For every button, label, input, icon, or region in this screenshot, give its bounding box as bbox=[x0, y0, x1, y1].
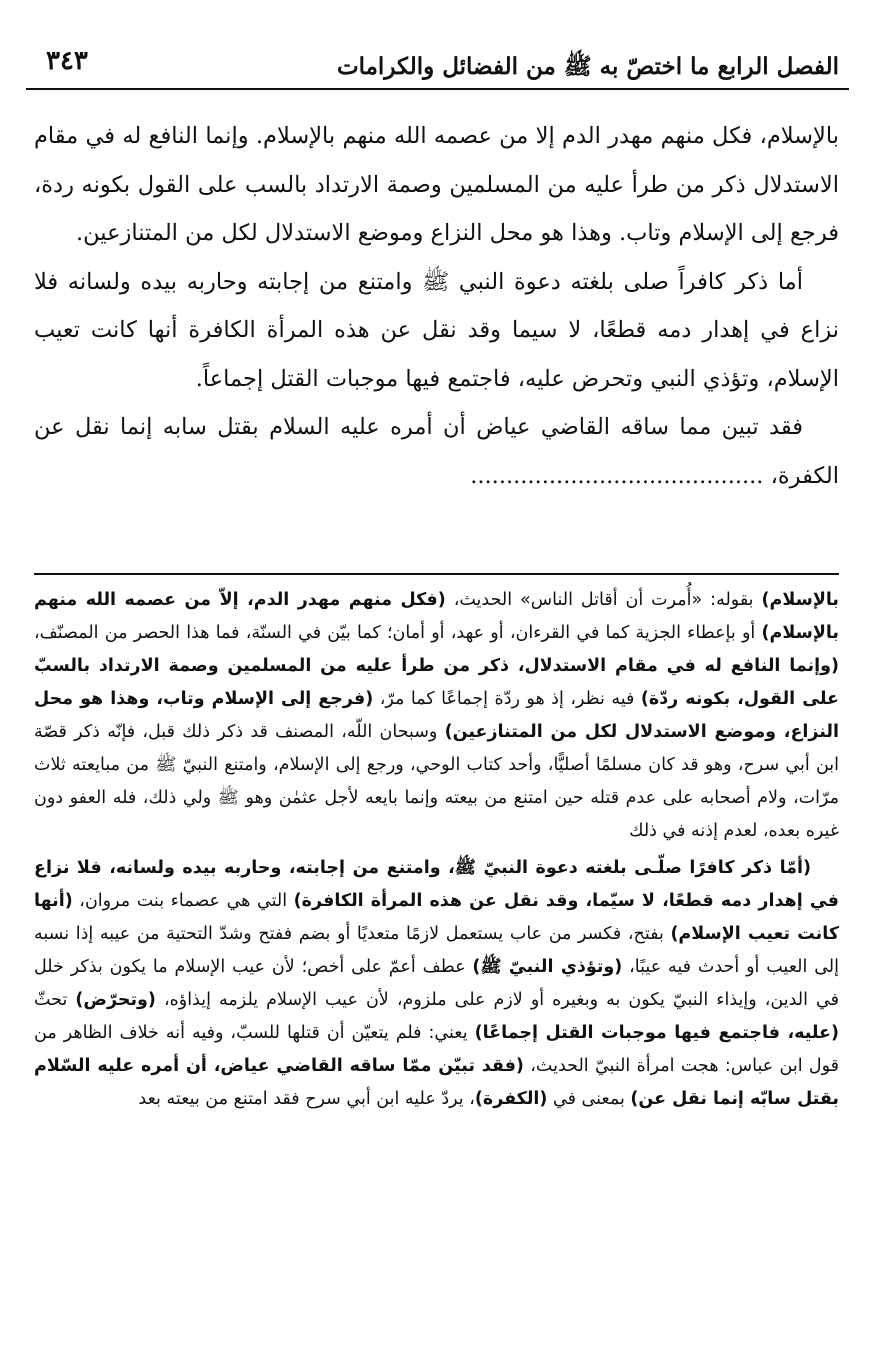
quoted-matn: (أنها كانت تعيب الإسلام) bbox=[34, 891, 839, 944]
quoted-matn: (عليه، فاجتمع فيها موجبات القتل إجماعًا) bbox=[474, 1023, 839, 1043]
commentary-explanation: تحثّ bbox=[34, 990, 76, 1010]
commentary-explanation: عطف أعمّ على أخص؛ لأن عيب الإسلام ما يكون بذكر خلل في الدين، وإيذاء النبيّ يكون به وبغيره أو لازم على ملزوم، لأن عيب الإسلام يلزمه إيذاؤه، bbox=[34, 957, 839, 1010]
commentary-explanation: ، يردّ عليه ابن أبي سرح فقد امتنع من بيعته بعد bbox=[138, 1089, 475, 1109]
commentary-paragraph-1 bbox=[34, 584, 839, 848]
main-paragraph-2: أما ذكر كافراً صلى بلغته دعوة النبي ﷺ وامتنع من إجابته وحاربه بيده ولسانه فلا نزاع في إهدار دمه قطعًا، لا سيما وقد نقل عن هذه المرأة الكافرة أنها كانت تعيب الإسلام، وتؤذي النبي وتحرض عليه، فاجتمع فيها موجبات القتل إجماعاً. bbox=[34, 268, 839, 392]
commentary-explanation: بفتح، فكسر من عاب يستعمل لازمًا متعديًا أو بضم ففتح وشدّ التحتية من عيبه إذا نسبه إلى العيب أو أحدث فيه عيبًا، bbox=[34, 924, 839, 977]
quoted-matn: (وتحرّض) bbox=[75, 990, 156, 1010]
page-header bbox=[26, 46, 849, 90]
page-number: ٣٤٣ bbox=[46, 46, 88, 76]
commentary-text bbox=[34, 584, 839, 1116]
commentary-explanation: وسبحان اللّه، المصنف قد ذكر ذلك قبل، فإنّه ذكر قصّة ابن أبي سرح، وهو قد كان مسلمًا أصليًّا، وأحد كتاب الوحي، ورجع إلى الإسلام، وامتنع النبيّ ﷺ من مبايعته ثلاث مرّات، ولام أصحابه على عدم قتله حين امتنع من بيعته وإنما بايعه لأجل عثمٰن وهو ﷺ ولي ذلك، فله العفو دون غيره بعده، لعدم إذنه في ذلك bbox=[34, 722, 839, 841]
commentary-explanation: بقوله: «أُمرت أن أقاتل الناس» الحديث، bbox=[445, 590, 762, 610]
commentary-explanation: يعني: فلم يتعيّن أن قتلها للسبّ، وفيه أنه خلاف الظاهر من قول ابن عباس: هجت امرأة النبيّ الحديث، bbox=[34, 1023, 840, 1076]
commentary-explanation: بمعنى في bbox=[547, 1089, 631, 1109]
main-paragraph-1: بالإسلام، فكل منهم مهدر الدم إلا من عصمه الله منهم بالإسلام. وإنما النافع له في مقام الاستدلال ذكر من طرأ عليه من المسلمين وصمة الارتداد بالسب على القول بكونه ردة، فرجع إلى الإسلام وتاب. وهذا هو محل النزاع وموضع الاستدلال لكل من المتنازعين. bbox=[34, 123, 839, 246]
quoted-matn: (فكل منهم مهدر الدم، إلاّ من عصمه الله منهم بالإسلام) bbox=[34, 590, 839, 643]
commentary-explanation: التي هي عصماء بنت مروان، bbox=[72, 891, 294, 911]
quoted-matn: (فرجع إلى الإسلام وتاب، وهذا هو محل النزاع، وموضع الاستدلال لكل من المتنازعين) bbox=[34, 689, 840, 742]
quoted-matn: (فقد تبيّن ممّا ساقه القاضي عياض، أن أمره عليه السّلام بقتل سابّه إنما نقل عن) bbox=[34, 1056, 839, 1109]
quoted-matn: (الكفرة) bbox=[474, 1089, 548, 1109]
commentary-explanation: فيه نظر، إذ هو ردّة إجماعًا كما مرّ، bbox=[373, 689, 641, 709]
quoted-matn: (وتؤذي النبيّ ﷺ) bbox=[472, 957, 623, 977]
quoted-matn: بالإسلام) bbox=[761, 590, 839, 610]
main-text bbox=[34, 112, 839, 500]
commentary-paragraph-2 bbox=[34, 852, 839, 1116]
quoted-matn: (أمّا ذكر كافرًا صلّـى بلغته دعوة النبيّ ﷺ، وامتنع من إجابته، وحاربه بيده ولسانه، فلا نزاع في إهدار دمه قطعًا، لا سيّما، وقد نقل عن هذه المرأة الكافرة) bbox=[34, 858, 839, 911]
footnote-separator bbox=[34, 573, 839, 575]
main-paragraph-3: فقد تبين مما ساقه القاضي عياض أن أمره عليه السلام بقتل سابه إنما نقل عن الكفرة، ......................................... bbox=[34, 414, 839, 489]
commentary-explanation: أو بإعطاء الجزية كما في القرءان، أو عهد، أو أمان؛ كما بيّن في السنّة، فما هذا الحصر من المصنّف، bbox=[34, 623, 762, 643]
header-rule bbox=[26, 88, 849, 90]
chapter-title: الفصل الرابع ما اختصّ به ﷺ من الفضائل والكرامات bbox=[336, 53, 839, 80]
quoted-matn: (وإنما النافع له في مقام الاستدلال، ذكر من طرأ عليه من المسلمين وصمة الارتداد بالسبّ على القول، بكونه ردّة) bbox=[34, 656, 839, 709]
